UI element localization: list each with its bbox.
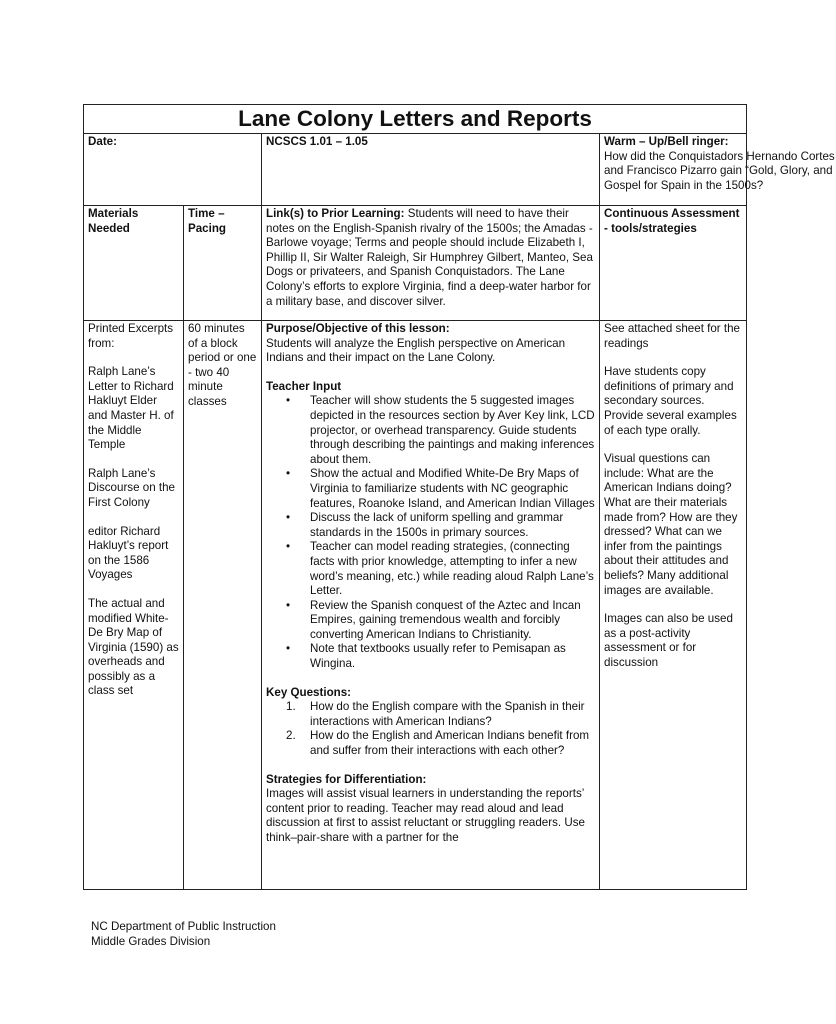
list-item: • Show the actual and Modified White-De Bry Maps of Virginia to familiarize students with NC geographic features, Roanoke Island, and American Indian Villages: [310, 467, 595, 511]
materials-item: Ralph Lane’s Letter to Richard Hakluyt Elder and Master H. of the Middle Temple: [88, 365, 174, 452]
date-label: Date:: [88, 135, 117, 148]
assessment-cell: [600, 321, 747, 890]
strategies-label: Strategies for Differentiation:: [266, 772, 427, 786]
prior-learning-text: Students will need to have their notes on the English-Spanish rivalry of the 1500s; the Amadas - Barlowe voyage; Terms and people should include Elizabeth I, Phillip II, Sir Walter Raleigh, Sir Humphrey Gilbert, Manteo, Sea Dogs or privateers, and Spanish Conquistadors. The Lane Colony’s efforts to explore Virginia, find a deep-water harbor for a military base, and discover silver.: [266, 207, 593, 308]
list-item: [286, 700, 595, 729]
strategies-text: Images will assist visual learners in understanding the reports’ content prior to reading. Teacher may read aloud and lead discussion at first to assist reluctant or struggling readers. Use think–pair-share with a partner for the: [266, 787, 585, 844]
footer-division: Middle Grades Division: [91, 935, 211, 948]
list-item: • Teacher can model reading strategies, (connecting facts with prior knowledge, attempting to infer a new word’s meaning, etc.) while reading aloud Ralph Lane’s Letter.: [310, 540, 595, 598]
time-cell: [184, 321, 262, 890]
materials-item: Ralph Lane’s Discourse on the First Colony: [88, 466, 175, 509]
warmup-label: Warm – Up/Bell ringer:: [604, 135, 729, 148]
time-header: Time – Pacing: [188, 207, 227, 235]
warmup-cell: [600, 134, 835, 206]
assessment-item: Visual questions can include: What are the American Indians doing? What are their materials made from? How are they dressed? What can we infer from the paintings about their attitudes and beliefs? Many additional images are available.: [604, 452, 738, 597]
question-number: 2.: [286, 729, 296, 743]
document-title: Lane Colony Letters and Reports: [84, 105, 747, 134]
materials-header-cell: [84, 206, 184, 321]
assessment-header-cell: [600, 206, 747, 321]
materials-item: editor Richard Hakluyt’s report on the 1586 Voyages: [88, 524, 169, 582]
key-questions-list: [266, 700, 595, 758]
key-questions-label: Key Questions:: [266, 685, 352, 699]
list-item: • Discuss the lack of uniform spelling and grammar standards in the 1500s in primary sources.: [310, 511, 595, 540]
lesson-plan-table: [83, 104, 835, 890]
teacher-input-list: [266, 394, 595, 671]
purpose-label: Purpose/Objective of this lesson:: [266, 322, 450, 335]
question-number: 1.: [286, 700, 296, 714]
page-footer: [91, 919, 276, 949]
prior-learning-label: Link(s) to Prior Learning:: [266, 207, 405, 220]
materials-header: Materials Needed: [88, 207, 139, 235]
warmup-text: How did the Conquistadors Hernando Cortes and Francisco Pizarro gain “Gold, Glory, and Gospel for Spain in the 1500s?: [604, 149, 835, 192]
prior-learning-cell: [262, 206, 600, 321]
list-item: • Teacher will show students the 5 suggested images depicted in the resources section by Aver Key link, LCD projector, or overhead transparency. Guide students through describing the paintings and making inferences about them.: [310, 394, 595, 467]
ncscs-cell: [262, 134, 600, 206]
assessment-item: Images can also be used as a post-activity assessment or for discussion: [604, 612, 733, 669]
teacher-input-label: Teacher Input: [266, 379, 342, 393]
assessment-item: See attached sheet for the readings: [604, 322, 741, 350]
question-text: How do the English and American Indians benefit from and suffer from their interactions with each other?: [310, 729, 590, 758]
materials-item: Printed Excerpts from:: [88, 322, 174, 350]
purpose-text: Students will analyze the English perspective on American Indians and their impact on the Lane Colony.: [266, 336, 566, 365]
time-pacing-text: 60 minutes of a block period or one - two 40 minute classes: [188, 322, 257, 408]
ncscs-standards: NCSCS 1.01 – 1.05: [266, 135, 368, 148]
footer-department: NC Department of Public Instruction: [91, 920, 276, 933]
date-cell: [84, 134, 262, 206]
materials-item: The actual and modified White-De Bry Map of Virginia (1590) as overheads and possibly as a class set: [88, 596, 179, 698]
list-item: [286, 729, 595, 758]
list-item: • Note that textbooks usually refer to Pemisapan as Wingina.: [310, 642, 595, 671]
assessment-item: Have students copy definitions of primary and secondary sources. Provide several examples of each type orally.: [604, 365, 737, 437]
question-text: How do the English compare with the Spanish in their interactions with American Indians?: [310, 700, 585, 728]
lesson-body-cell: [262, 321, 600, 890]
assessment-header: Continuous Assessment - tools/strategies: [604, 207, 740, 235]
list-item: • Review the Spanish conquest of the Aztec and Incan Empires, gaining tremendous wealth and forcibly converting American Indians to Christianity.: [310, 599, 595, 643]
materials-cell: [84, 321, 184, 890]
time-header-cell: [184, 206, 262, 321]
